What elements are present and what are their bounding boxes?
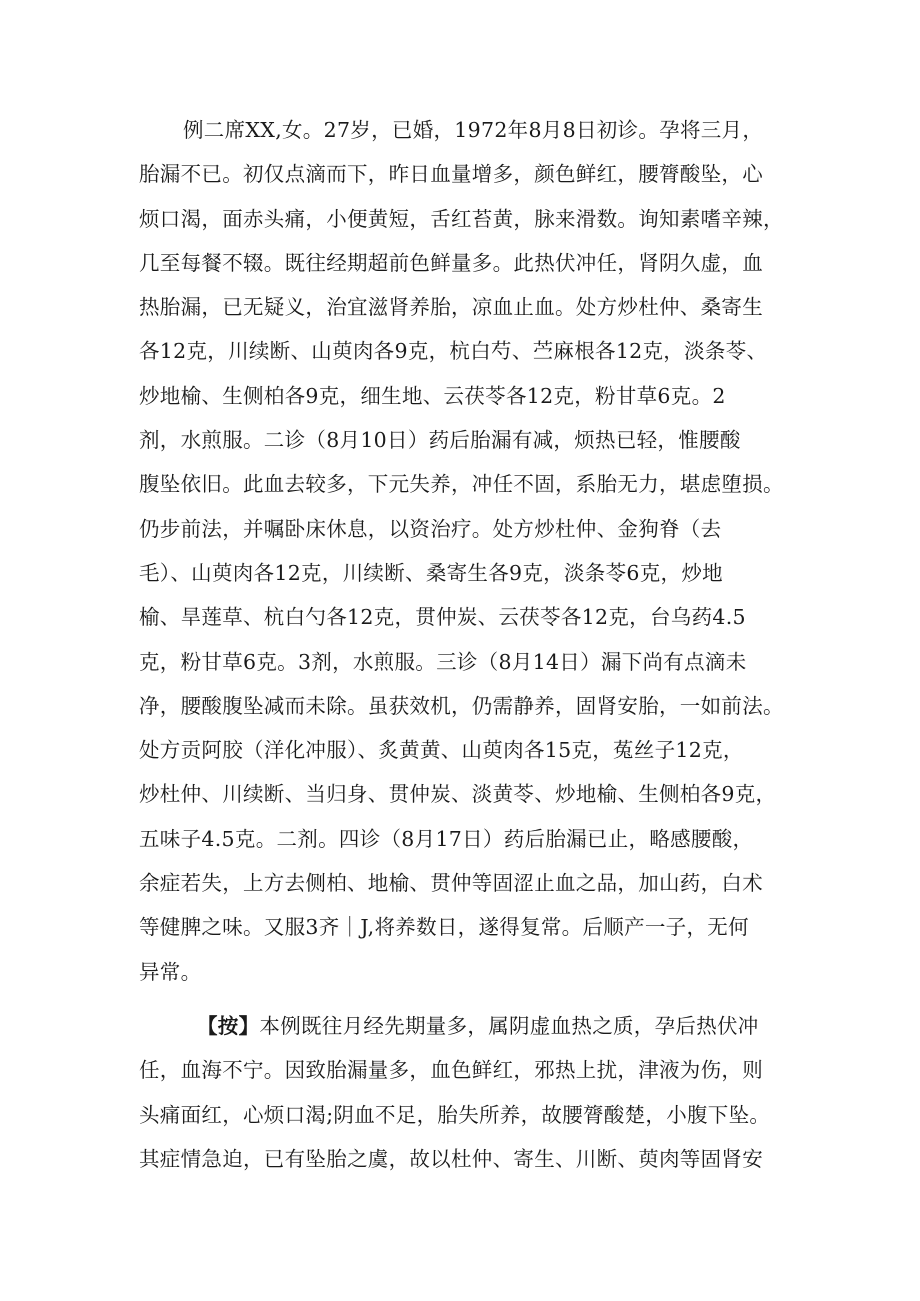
text-line: 仍步前法，并嘱卧床休息，以资治疗。处方炒杜仲、金狗脊（去 xyxy=(139,516,722,541)
text-line: 其症情急迫，已有坠胎之虞，故以杜仲、寄生、川断、萸肉等固肾安 xyxy=(139,1146,763,1171)
text-line: 炒杜仲、川续断、当归身、贯仲炭、淡黄苓、炒地榆、生侧柏各9克， xyxy=(139,782,777,807)
text-line: 等健脾之味。又服3齐｜J,将养数日，遂得复常。后顺产一子，无何 xyxy=(139,915,749,940)
text-line: 克，粉甘草6克。3剂，水煎服。三诊（8月14日）漏下尚有点滴未 xyxy=(139,649,747,674)
text-line: 各12克，川续断、山萸肉各9克，杭白芍、苎麻根各12克，淡条苓、 xyxy=(139,339,768,364)
note-label: 【按】 xyxy=(197,1013,260,1038)
text-line: 热胎漏，已无疑义，治宜滋肾养胎，凉血止血。处方炒杜仲、桑寄生 xyxy=(139,295,763,320)
note-text: 本例既往月经先期量多，属阴虚血热之质，孕后热伏冲 xyxy=(259,1013,759,1038)
text-line: 余症若失，上方去侧柏、地榆、贯仲等固涩止血之品，加山药，白术 xyxy=(139,871,763,896)
paragraph-gap xyxy=(139,994,784,1004)
text-line: 胎漏不已。初仅点滴而下，昨日血量增多，颜色鲜红，腰膂酸坠，心 xyxy=(139,162,763,187)
text-line: 炒地榆、生侧柏各9克，细生地、云茯苓各12克，粉甘草6克。2 xyxy=(139,383,726,408)
text-line: 五味子4.5克。二剂。四诊（8月17日）药后胎漏已止，略感腰酸， xyxy=(139,826,754,851)
text-line: 任，血海不宁。因致胎漏量多，血色鲜红，邪热上扰，津液为伤，则 xyxy=(139,1058,763,1083)
text-line: 处方贡阿胶（洋化冲服）、炙黄黄、山萸肉各15克，菟丝子12克， xyxy=(139,738,744,763)
text-line: 毛）、山萸肉各12克，川续断、桑寄生各9克，淡条苓6克，炒地 xyxy=(139,560,723,585)
text-line: 烦口渴，面赤头痛，小便黄短，舌红苔黄，脉来滑数。询知素嗜辛辣， xyxy=(139,206,784,231)
text-line: 剂，水煎服。二诊（8月10日）药后胎漏有减，烦热已轻，惟腰酸 xyxy=(139,428,741,453)
text-line: 净，腰酸腹坠减而未除。虽获效机，仍需静养，固肾安胎，一如前法。 xyxy=(139,693,784,718)
text-line: 头痛面红，心烦口渴;阴血不足，胎失所养，故腰膂酸楚，小腹下坠。 xyxy=(139,1102,771,1127)
document-page xyxy=(139,108,784,1181)
text-line xyxy=(139,1004,784,1048)
text-line: 异常。 xyxy=(139,959,202,984)
case-paragraph xyxy=(139,108,784,994)
text-line: 榆、旱莲草、杭白勺各12克，贯仲炭、云茯苓各12克，台乌药4.5 xyxy=(139,605,746,630)
text-line: 腹坠依旧。此血去较多，下元失养，冲任不固，系胎无力，堪虑堕损。 xyxy=(139,472,784,497)
text-line: 几至每餐不辍。既往经期超前色鲜量多。此热伏冲任，肾阴久虚，血 xyxy=(139,250,763,275)
note-paragraph xyxy=(139,1004,784,1181)
text-line: 例二席XX,女。27岁，已婚，1972年8月8日初诊。孕将三月， xyxy=(183,118,764,142)
